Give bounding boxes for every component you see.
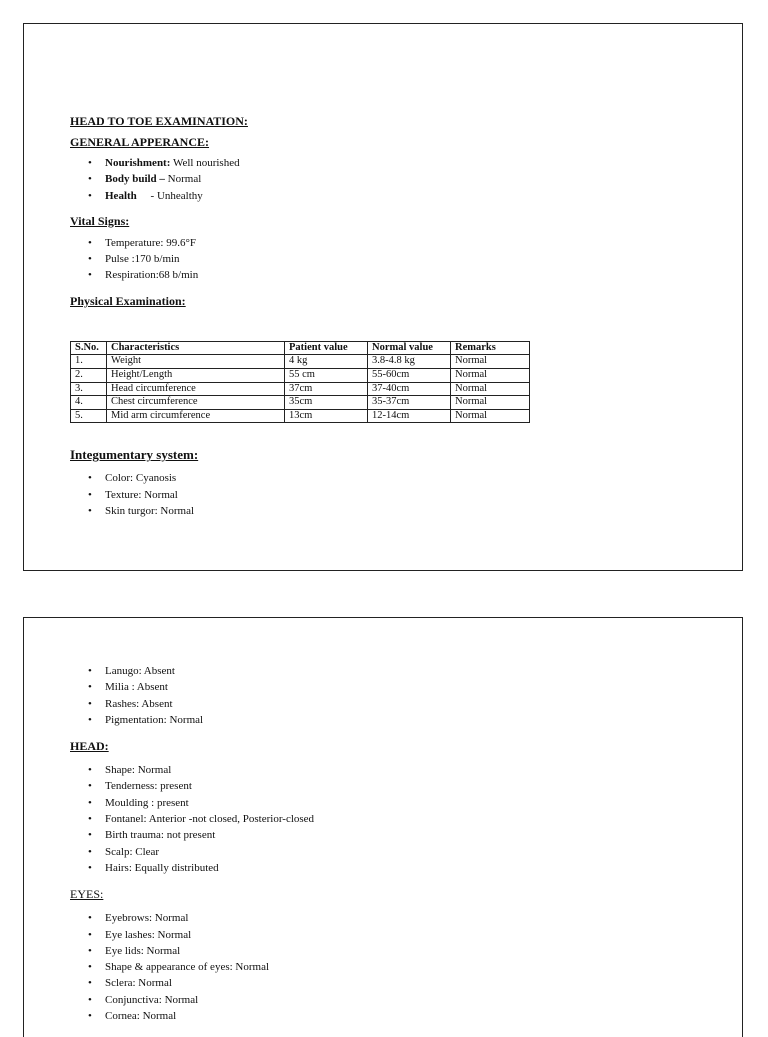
list-item: • Skin turgor: Normal — [105, 503, 702, 519]
table-cell: 13cm — [285, 409, 368, 423]
table-cell: Head circumference — [107, 382, 285, 396]
table-row — [71, 368, 530, 382]
table-cell: Normal — [451, 368, 530, 382]
integumentary-continued-list — [70, 663, 702, 728]
list-item: • Respiration:68 b/min — [105, 267, 702, 283]
table-cell: 12-14cm — [368, 409, 451, 423]
list-item: • Milia : Absent — [105, 679, 702, 695]
page-2-content — [70, 663, 702, 1024]
list-item: • Eyebrows: Normal — [105, 910, 702, 926]
table-cell: Height/Length — [107, 368, 285, 382]
table-cell: 3. — [71, 382, 107, 396]
list-item: • Cornea: Normal — [105, 1008, 702, 1024]
list-item: • Conjunctiva: Normal — [105, 992, 702, 1008]
list-item: • Eye lashes: Normal — [105, 927, 702, 943]
column-header: Normal value — [368, 341, 451, 355]
table-cell: 35cm — [285, 396, 368, 410]
list-item: • Health - Unhealthy — [105, 188, 702, 204]
list-item: • Temperature: 99.6°F — [105, 235, 702, 251]
list-item: • Body build – Normal — [105, 171, 702, 187]
table-cell: 2. — [71, 368, 107, 382]
table-cell: 55 cm — [285, 368, 368, 382]
table-row — [71, 382, 530, 396]
column-header: S.No. — [71, 341, 107, 355]
vital-signs-heading: Vital Signs: — [70, 213, 130, 228]
table-cell: Mid arm circumference — [107, 409, 285, 423]
list-item: • Sclera: Normal — [105, 975, 702, 991]
table-row — [71, 396, 530, 410]
general-appearance-list — [70, 155, 702, 204]
list-item: • Lanugo: Absent — [105, 663, 702, 679]
table-cell: Chest circumference — [107, 396, 285, 410]
table-row — [71, 409, 530, 423]
list-item: • Fontanel: Anterior -not closed, Posterior-closed — [105, 811, 702, 827]
list-item: • Pulse :170 b/min — [105, 251, 702, 267]
column-header: Patient value — [285, 341, 368, 355]
list-item: • Shape: Normal — [105, 762, 702, 778]
table-cell: 35-37cm — [368, 396, 451, 410]
head-heading: HEAD: — [70, 739, 109, 754]
table-cell: 55-60cm — [368, 368, 451, 382]
list-item: • Birth trauma: not present — [105, 827, 702, 843]
document-page-2 — [23, 617, 743, 1037]
table-cell: 37cm — [285, 382, 368, 396]
table-header-row — [71, 341, 530, 355]
table-cell: Normal — [451, 396, 530, 410]
head-list — [70, 762, 702, 876]
eyes-list — [70, 910, 702, 1024]
integumentary-list — [70, 470, 702, 519]
table-cell: 3.8-4.8 kg — [368, 355, 451, 369]
eyes-heading: EYES: — [70, 887, 104, 902]
table-row — [71, 355, 530, 369]
list-item: • Shape & appearance of eyes: Normal — [105, 959, 702, 975]
list-item: • Rashes: Absent — [105, 696, 702, 712]
list-item: • Pigmentation: Normal — [105, 712, 702, 728]
table-cell: Weight — [107, 355, 285, 369]
page-1-content — [70, 113, 702, 519]
table-cell: Normal — [451, 382, 530, 396]
list-item: • Hairs: Equally distributed — [105, 860, 702, 876]
physical-examination-heading: Physical Examination: — [70, 293, 186, 308]
integumentary-heading: Integumentary system: — [70, 447, 199, 463]
table-cell: 5. — [71, 409, 107, 423]
table-cell: Normal — [451, 409, 530, 423]
list-item: • Texture: Normal — [105, 487, 702, 503]
column-header: Remarks — [451, 341, 530, 355]
column-header: Characteristics — [107, 341, 285, 355]
physical-examination-table — [70, 341, 530, 424]
list-item: • Scalp: Clear — [105, 844, 702, 860]
list-item: • Nourishment: Well nourished — [105, 155, 702, 171]
table-cell: Normal — [451, 355, 530, 369]
document-page-1 — [23, 23, 743, 571]
general-appearance-heading: GENERAL APPERANCE: — [70, 135, 210, 149]
table-cell: 4 kg — [285, 355, 368, 369]
list-item: • Color: Cyanosis — [105, 470, 702, 486]
vital-signs-list — [70, 235, 702, 284]
list-item: • Moulding : present — [105, 795, 702, 811]
table-cell: 37-40cm — [368, 382, 451, 396]
table-cell: 1. — [71, 355, 107, 369]
table-cell: 4. — [71, 396, 107, 410]
document-title: HEAD TO TOE EXAMINATION: — [70, 114, 248, 128]
list-item: • Tenderness: present — [105, 778, 702, 794]
list-item: • Eye lids: Normal — [105, 943, 702, 959]
